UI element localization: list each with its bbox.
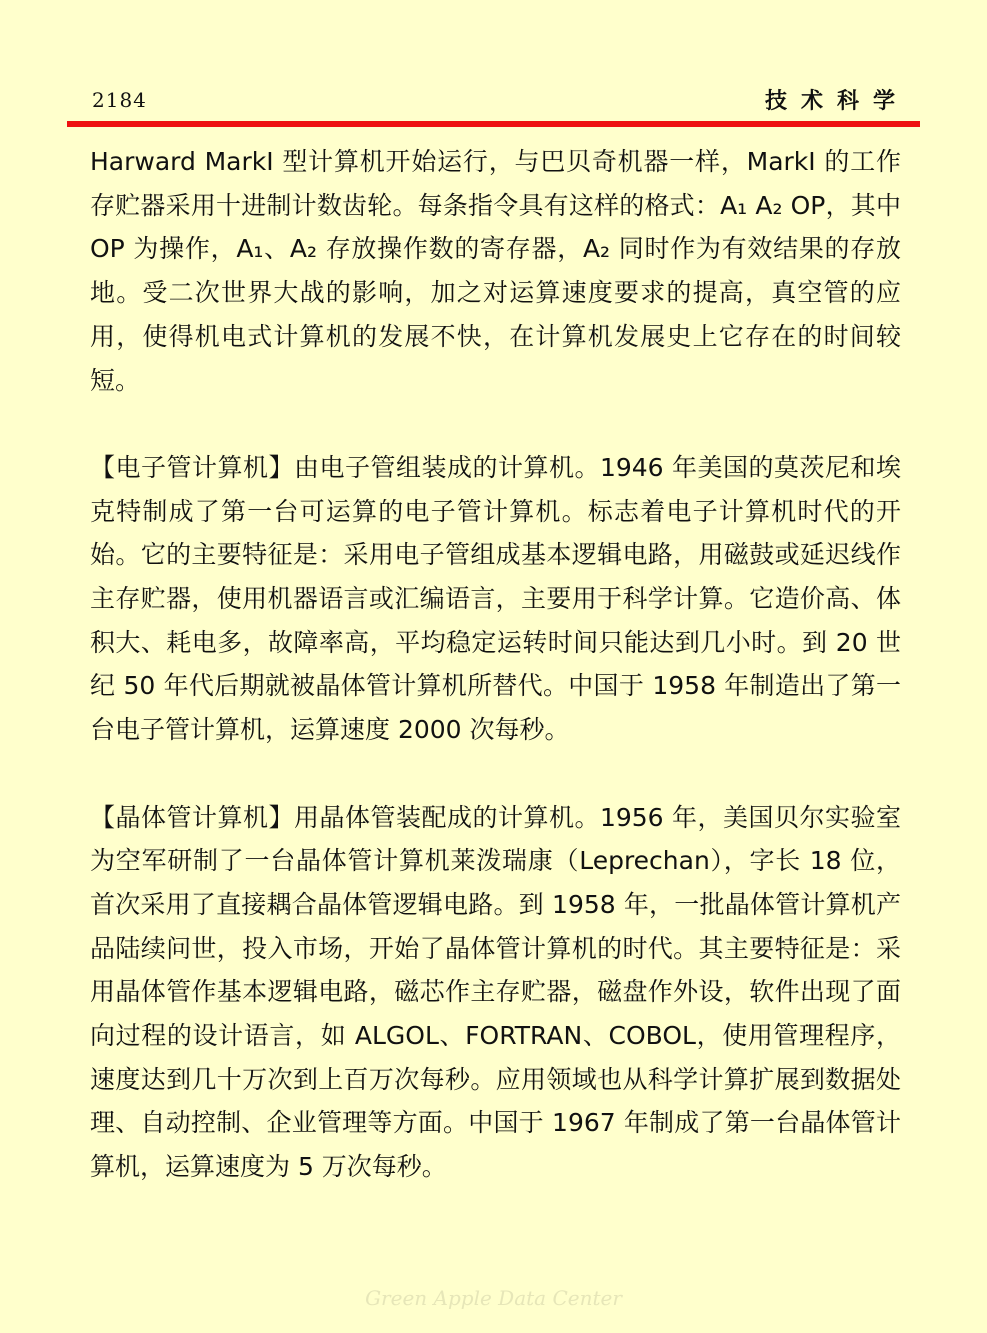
paragraph-text: Harward MarkI 型计算机开始运行，与巴贝奇机器一样，MarkI 的工作存贮器采用十进制计数齿轮。每条指令具有这样的格式：A₁ A₂ OP，其中 OP 为操作，A₁、A₂ 存放操作数的寄存器，A₂ 同时作为有效结果的存放地。受二次世界大战的影响，加之对运算速度要求的提高，真空管的应用，使得机电式计算机的发展不快，在计算机发展史上它存在的时间较短。 (90, 147, 901, 395)
header-rule (67, 121, 920, 127)
paragraph-intro (90, 140, 901, 402)
paragraph-transistor-computer (90, 796, 901, 1189)
page-number: 2184 (92, 88, 147, 112)
entry-term: 【电子管计算机】 (90, 452, 294, 482)
page-header (92, 78, 909, 118)
paragraph-text: 用晶体管装配成的计算机。1956 年，美国贝尔实验室为空军研制了一台晶体管计算机莱泼瑞康（Leprechan），字长 18 位，首次采用了直接耦合晶体管逻辑电路。到 1958 年，一批晶体管计算机产品陆续问世，投入市场，开始了晶体管计算机的时代。其主要特征是：采用晶体管作基本逻辑电路，磁芯作主存贮器，磁盘作外设，软件出现了面向过程的设计语言，如 ALGOL、FORTRAN、COBOL，使用管理程序，速度达到几十万次到上百万次每秒。应用领域也从科学计算扩展到数据处理、自动控制、企业管理等方面。中国于 1967 年制成了第一台晶体管计算机，运算速度为 5 万次每秒。 (90, 802, 901, 1182)
article-body (90, 140, 901, 1189)
running-title: 技术科学 (764, 89, 909, 114)
paragraph-text: 由电子管组装成的计算机。1946 年美国的莫茨尼和埃克特制成了第一台可运算的电子管计算机。标志着电子计算机时代的开始。它的主要特征是：采用电子管组成基本逻辑电路，用磁鼓或延迟线作主存贮器，使用机器语言或汇编语言，主要用于科学计算。它造价高、体积大、耗电多，故障率高，平均稳定运转时间只能达到几小时。到 20 世纪 50 年代后期就被晶体管计算机所替代。中国于 1958 年制造出了第一台电子管计算机，运算速度 2000 次每秒。 (90, 452, 901, 745)
paragraph-vacuum-tube-computer (90, 446, 901, 752)
entry-term: 【晶体管计算机】 (90, 802, 294, 832)
watermark: Green Apple Data Center (365, 1286, 622, 1310)
